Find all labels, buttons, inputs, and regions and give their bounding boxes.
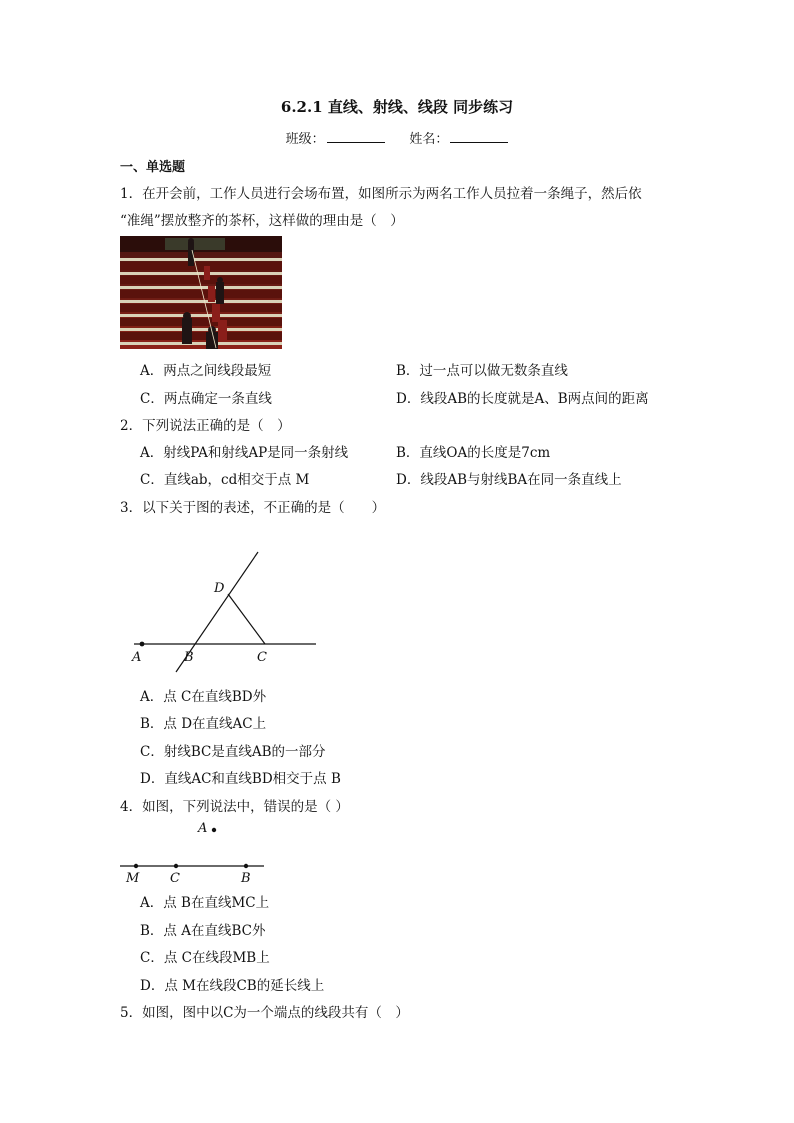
q2-option-b[interactable]: B．直线OA的长度是7cm xyxy=(396,445,551,461)
name-blank[interactable] xyxy=(450,130,508,143)
conference-hall-photo xyxy=(120,236,282,349)
page-title: 6.2.1 直线、射线、线段 同步练习 xyxy=(280,98,514,116)
q1-option-d[interactable]: D．线段AB的长度就是A、B两点间的距离 xyxy=(396,391,649,407)
label-b: B xyxy=(241,871,251,886)
label-c: C xyxy=(257,650,267,665)
section-heading: 一、单选题 xyxy=(120,160,186,175)
class-blank[interactable] xyxy=(327,130,385,143)
q1-option-a[interactable]: A．两点之间线段最短 xyxy=(140,363,272,379)
point-m xyxy=(134,864,138,868)
q4-option-b[interactable]: B．点 A在直线BC外 xyxy=(140,923,266,939)
q3-stem: 3．以下关于图的表述，不正确的是（ ） xyxy=(120,500,386,516)
q1-stem-line2: “准绳”摆放整齐的茶杯，这样做的理由是（ ） xyxy=(120,213,404,229)
q5-stem: 5．如图，图中以C为一个端点的线段共有（ ） xyxy=(120,1005,409,1021)
class-name-line xyxy=(0,128,794,147)
label-a: A xyxy=(132,650,142,665)
q2-option-d[interactable]: D．线段AB与射线BA在同一条直线上 xyxy=(396,472,622,488)
class-label: 班级： xyxy=(285,132,325,147)
q3-option-a[interactable]: A．点 C在直线BD外 xyxy=(140,689,267,705)
segment-dc xyxy=(228,594,265,644)
name-label: 姓名： xyxy=(409,132,449,147)
point-a xyxy=(140,642,145,647)
q3-figure xyxy=(120,540,330,675)
label-m: M xyxy=(126,871,140,886)
q4-stem: 4．如图，下列说法中，错误的是（ ） xyxy=(120,799,349,815)
label-d: D xyxy=(214,581,225,596)
q3-option-c[interactable]: C．射线BC是直线AB的一部分 xyxy=(140,744,326,760)
point-c xyxy=(174,864,178,868)
q4-option-a[interactable]: A．点 B在直线MC上 xyxy=(140,895,270,911)
conference-hall-illustration xyxy=(120,236,282,349)
q4-figure xyxy=(116,818,276,888)
q1-option-c[interactable]: C．两点确定一条直线 xyxy=(140,391,272,407)
q2-option-c[interactable]: C．直线ab，cd相交于点 M xyxy=(140,472,310,488)
q4-option-d[interactable]: D．点 M在线段CB的延长线上 xyxy=(140,978,325,994)
label-c: C xyxy=(170,871,180,886)
q1-stem-line1: 1．在开会前，工作人员进行会场布置，如图所示为两名工作人员拉着一条绳子，然后依 xyxy=(120,186,642,202)
q4-option-c[interactable]: C．点 C在线段MB上 xyxy=(140,950,270,966)
label-b: B xyxy=(184,650,194,665)
q2-option-a[interactable]: A．射线PA和射线AP是同一条射线 xyxy=(140,445,349,461)
label-point-a: A xyxy=(198,821,208,836)
q3-option-b[interactable]: B．点 D在直线AC上 xyxy=(140,716,267,732)
point-a xyxy=(212,828,216,832)
point-b xyxy=(244,864,248,868)
q3-option-d[interactable]: D．直线AC和直线BD相交于点 B xyxy=(140,771,341,787)
q1-option-b[interactable]: B．过一点可以做无数条直线 xyxy=(396,363,568,379)
q2-stem: 2．下列说法正确的是（ ） xyxy=(120,418,291,434)
